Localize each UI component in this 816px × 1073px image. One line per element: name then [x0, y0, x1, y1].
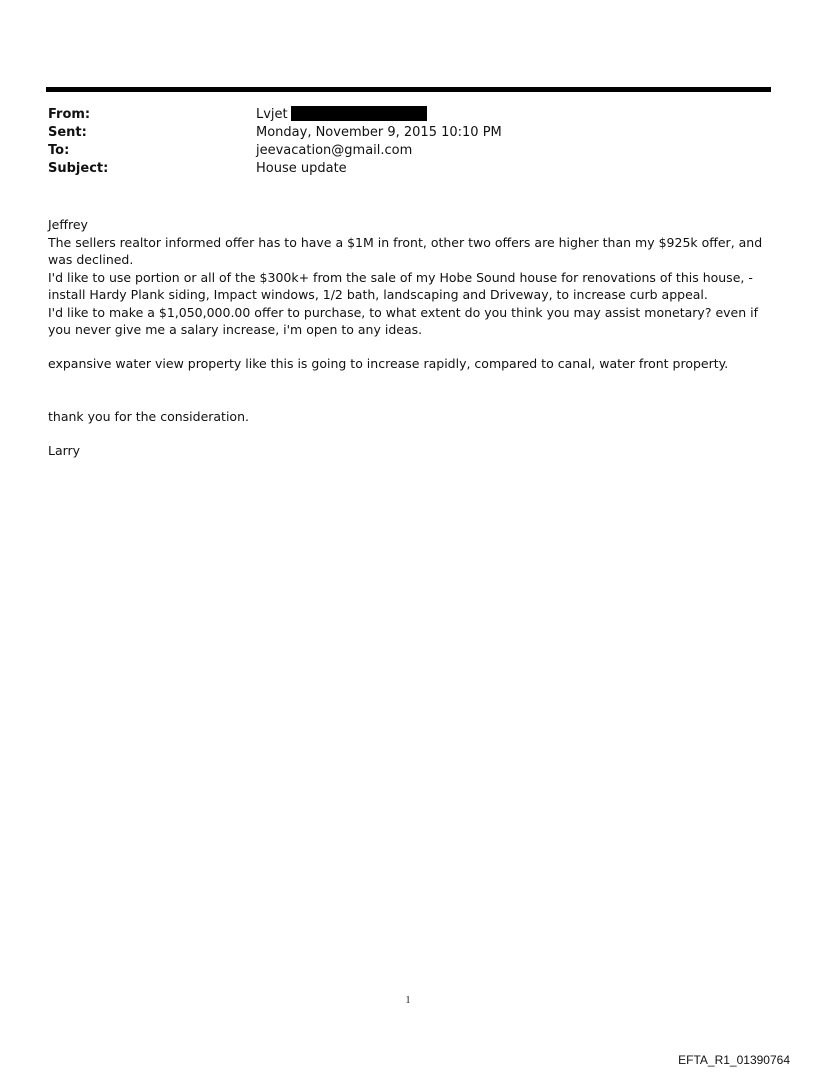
closing: thank you for the consideration. — [48, 409, 249, 424]
from-row — [48, 106, 768, 124]
spacer — [48, 339, 773, 355]
sent-row — [48, 124, 768, 142]
sent-label: Sent: — [48, 125, 87, 140]
redaction-block — [291, 106, 427, 121]
email-header — [48, 106, 768, 178]
greeting: Jeffrey — [48, 217, 88, 232]
subject-value: House update — [256, 161, 347, 176]
body-paragraph-3: I'd like to make a $1,050,000.00 offer to purchase, to what extent do you think you may assist monetary? even if you never give me a salary increase, i'm open to any ideas. — [48, 304, 758, 337]
to-row — [48, 142, 768, 160]
document-id: EFTA_R1_01390764 — [678, 1053, 790, 1067]
email-body — [48, 216, 773, 459]
signature: Larry — [48, 442, 81, 458]
from-label: From: — [48, 107, 91, 122]
header-divider — [46, 87, 771, 92]
sent-value: Monday, November 9, 2015 10:10 PM — [256, 125, 502, 140]
subject-row — [48, 160, 768, 178]
body-paragraph-4: expansive water view property like this is going to increase rapidly, compared to canal, water front property. — [48, 355, 729, 371]
spacer — [48, 372, 773, 408]
from-value — [256, 106, 427, 124]
page-number: 1 — [405, 995, 411, 1006]
spacer — [48, 426, 773, 442]
sender-name: Lvjet — [256, 107, 288, 122]
to-label: To: — [48, 143, 70, 158]
subject-label: Subject: — [48, 161, 109, 176]
body-paragraph-2: I'd like to use portion or all of the $300k+ from the sale of my Hobe Sound house for renovations of this house, -install Hardy Plank siding, Impact windows, 1/2 bath, landscaping and Driveway, to increase curb appeal. — [48, 269, 753, 302]
body-paragraph-1: The sellers realtor informed offer has to have a $1M in front, other two offers are higher than my $925k offer, and was declined. — [48, 234, 763, 267]
to-value: jeevacation@gmail.com — [256, 143, 413, 158]
